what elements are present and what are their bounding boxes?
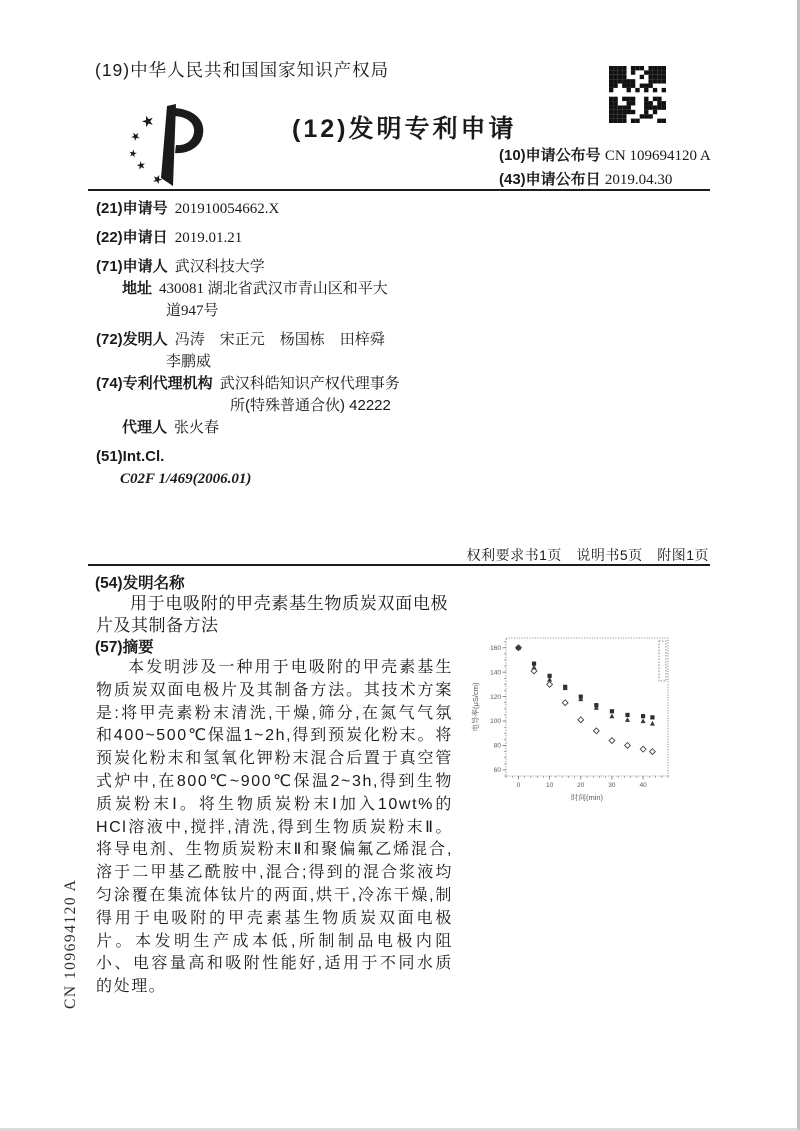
publication-number-label: (10)申请公布号 bbox=[499, 147, 601, 164]
svg-text:0: 0 bbox=[516, 782, 521, 789]
field-value: 2019.01.21 bbox=[174, 230, 243, 246]
svg-text:★: ★ bbox=[149, 170, 166, 186]
svg-text:140: 140 bbox=[490, 669, 501, 677]
publication-block bbox=[499, 144, 711, 192]
svg-text:20: 20 bbox=[577, 782, 585, 789]
svg-text:40: 40 bbox=[639, 782, 647, 789]
inventors-row bbox=[96, 329, 476, 351]
svg-text:★: ★ bbox=[138, 111, 158, 132]
issuing-office: (19)中华人民共和国国家知识产权局 bbox=[95, 60, 390, 80]
abstract-figure-chart bbox=[466, 626, 680, 822]
invention-title: 用于电吸附的甲壳素基生物质炭双面电极片及其制备方法 bbox=[96, 594, 448, 635]
document-type-title: (12)发明专利申请 bbox=[292, 115, 517, 143]
agency-row bbox=[96, 373, 476, 395]
field-label: 地址 bbox=[122, 280, 153, 297]
svg-text:10: 10 bbox=[545, 782, 554, 789]
svg-text:30: 30 bbox=[608, 782, 616, 789]
section-divider bbox=[88, 564, 710, 566]
svg-text:★: ★ bbox=[127, 148, 139, 161]
svg-text:160: 160 bbox=[490, 644, 501, 652]
abstract-label: (57)摘要 bbox=[95, 639, 154, 656]
publication-date-value: 2019.04.30 bbox=[604, 172, 673, 188]
field-label: (71)申请人 bbox=[96, 258, 168, 275]
field-label: (22)申请日 bbox=[96, 229, 168, 246]
svg-text:★: ★ bbox=[135, 159, 148, 173]
publication-date-label: (43)申请公布日 bbox=[499, 171, 601, 188]
field-value: 道947号 bbox=[166, 303, 219, 319]
field-label: 代理人 bbox=[122, 419, 168, 436]
field-label: (72)发明人 bbox=[96, 331, 168, 348]
svg-text:★: ★ bbox=[128, 129, 144, 145]
svg-text:80: 80 bbox=[493, 742, 501, 750]
bibliographic-data bbox=[96, 198, 476, 490]
field-value: 430081 湖北省武汉市青山区和平大 bbox=[159, 281, 388, 297]
field-value: C02F 1/469(2006.01) bbox=[120, 471, 252, 487]
field-label: (74)专利代理机构 bbox=[96, 375, 213, 392]
field-value: 武汉科技大学 bbox=[174, 258, 265, 275]
int-cl-row bbox=[96, 446, 476, 468]
address-row-cont bbox=[96, 300, 476, 322]
header-divider bbox=[88, 189, 710, 191]
field-value: 李鹏威 bbox=[166, 353, 212, 370]
int-cl-value-row bbox=[96, 468, 476, 490]
svg-text:120: 120 bbox=[490, 693, 501, 701]
field-value: 冯涛 宋正元 杨国栋 田梓舜 bbox=[174, 331, 385, 348]
field-label: (21)申请号 bbox=[96, 200, 168, 217]
svg-text:100: 100 bbox=[490, 718, 501, 726]
chart-xlabel: 时间(min) bbox=[570, 793, 604, 802]
svg-text:60: 60 bbox=[493, 767, 501, 775]
address-row bbox=[96, 278, 476, 300]
abstract-text: 本发明涉及一种用于电吸附的甲壳素基生物质炭双面电极片及其制备方法。其技术方案是:将甲壳素粉末清洗,干燥,筛分,在氮气气氛和400~500℃保温1~2h,得到预炭化粉末。将预炭化粉末和氢氧化钾粉末混合后置于真空管式炉中,在800℃~900℃保温2~3h,得到生物质炭粉末Ⅰ。将生物质炭粉末Ⅰ加入10wt%的HCl溶液中,搅拌,清洗,得到生物质炭粉末Ⅱ。将导电剂、生物质炭粉末Ⅱ和聚偏氟乙烯混合,溶于二甲基乙酰胺中,混合;得到的混合浆液均匀涂覆在集流体钛片的两面,烘干,冷冻干燥,制得用于电吸附的甲壳素基生物质炭双面电极片。本发明生产成本低,所制制品电极内阻小、电容量高和吸附性能好,适用于不同水质的处理。 bbox=[96, 659, 453, 996]
applicant-row bbox=[96, 256, 476, 278]
invention-name-label: (54)发明名称 bbox=[95, 575, 185, 592]
field-value: 张火春 bbox=[174, 419, 220, 436]
application-number-row bbox=[96, 198, 476, 220]
inventors-row-cont bbox=[96, 351, 476, 373]
field-label: (51)Int.Cl. bbox=[96, 448, 165, 465]
publication-number-line bbox=[499, 144, 711, 168]
publication-number-value: CN 109694120 A bbox=[604, 148, 711, 164]
pages-summary: 权利要求书1页 说明书5页 附图1页 bbox=[466, 547, 709, 563]
agent-row bbox=[96, 417, 476, 439]
cnipa-logo-icon bbox=[113, 98, 218, 191]
application-date-row bbox=[96, 227, 476, 249]
qr-code-icon bbox=[609, 66, 666, 128]
chart-ylabel: 电导率(μS/cm) bbox=[471, 682, 480, 732]
field-value: 所(特殊普通合伙) 42222 bbox=[230, 397, 391, 414]
field-value: 武汉科皓知识产权代理事务 bbox=[219, 375, 400, 392]
field-value: 201910054662.X bbox=[174, 201, 280, 217]
agency-row-cont bbox=[96, 395, 476, 417]
side-publication-code: CN 109694120 A bbox=[62, 878, 79, 1009]
